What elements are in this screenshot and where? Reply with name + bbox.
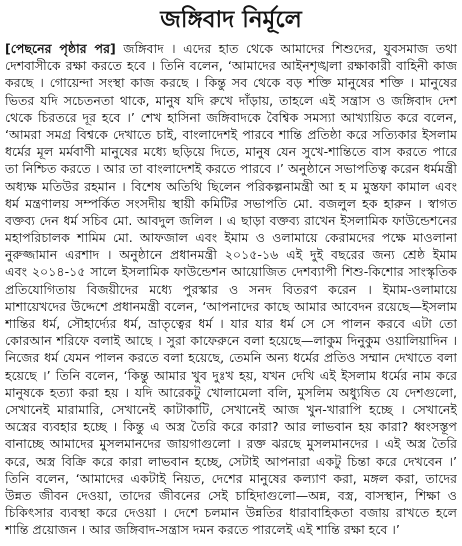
article-line-18: কোরআন শরিফে বলাই আছে । সুরা কাফেরুনে বলা হয়েছে—লাকুম দিনুকুম ওয়ালিয়াদিন ।	[5, 333, 457, 349]
continued-from-label: [পেছনের পৃষ্ঠার পর]	[5, 41, 116, 56]
article-line-15: প্রতিযোগিতায় বিজয়ীদের মধ্যে পুরস্কার ও সনদ বিতরণ করেন । ইমাম-ওলামায়ে	[5, 281, 457, 297]
article-line-19: নিজের ধর্ম যেমন পালন করতে বলা হয়েছে, তেমনি অন্য ধর্মের প্রতিও সম্মান দেখাতে বলা	[5, 350, 457, 366]
article-line-16: মাশায়েখদের উদ্দেশে প্রধানমন্ত্রী বলেন, ‘আপনাদের কাছে আমার আবেদন রয়েছে—ইসলাম	[5, 298, 457, 314]
article-line-14: এবং ২০১৪-১৫ সালে ইসলামিক ফাউন্ডেশন আয়োজিত দেশব্যাপী শিশু-কিশোর সাংস্কৃতিক	[5, 264, 457, 280]
article-headline: জঙ্গিবাদ নির্মূলে	[160, 7, 302, 33]
article-line-11: বক্তব্য দেন ধর্ম সচিব মো. আবদুল জলিল । এ ছাড়া বক্তব্য রাখেন ইসলামিক ফাউন্ডেশনের	[5, 212, 457, 228]
article-line-3: করছে । গোয়েন্দা সংস্থা কাজ করছে । কিন্তু সব থেকে বড় শক্তি মানুষের শক্তি । মানুষের	[5, 75, 457, 91]
article-line-5: থেকে চিরতরে দূর হবে ।’ শেখ হাসিনা জঙ্গিবাদকে বৈশ্বিক সমস্যা আখ্যায়িত করে বলেন,	[5, 109, 457, 125]
article-line-17: শান্তির ধর্ম, সৌহার্দ্যের ধর্ম, ভ্রাতৃত্বের ধর্ম । যার যার ধর্ম সে সে পালন করবে এটা তো	[5, 316, 457, 331]
article-line-9: অধ্যক্ষ মতিউর রহমান । বিশেষ অতিথি ছিলেন পরিকল্পনামন্ত্রী আ হ ম মুস্তফা কামাল এবং	[5, 178, 457, 194]
article-line-23: অস্ত্রের ব্যবহার হচ্ছে । কিন্তু এ অস্ত্র তৈরি করে কারা? আর লাভবান হয় কারা? ধ্বংসস্তূপ	[5, 419, 457, 435]
article-line-21: মানুষকে হত্যা করা হয় । যদি আরেকটু খোলামেলা বলি, মুসলিম অধ্যুষিত যে দেশগুলো,	[5, 384, 457, 400]
article-line-1	[5, 40, 457, 57]
article-line-12: মহাপরিচালক শামিম মো. আফজাল এবং ইমাম ও ওলামায়ে কেরামদের পক্ষে মাওলানা	[5, 230, 457, 246]
article-line-29: শান্তি প্রয়োজন । আর জঙ্গিবাদ-সন্ত্রাস দমন করতে পারলেই এই শান্তি রক্ষা হবে ।’	[5, 522, 400, 538]
article-line-6: ‘আমরা সমগ্র বিশ্বকে দেখাতে চাই, বাংলাদেশই পারবে শান্তি প্রতিষ্ঠা করে সত্যিকার ইসলাম	[5, 126, 457, 142]
article-line-28: চিকিৎসার ব্যবস্থা করে দেওয়া । দেশে চলমান উন্নতির ধারাবাহিকতা বজায় রাখতে হলে	[5, 505, 457, 521]
article-line-2: দেশবাসীকে রক্ষা করতে হবে । তিনি বলেন, ‘আমাদের আইনশৃঙ্খলা রক্ষাকারী বাহিনী কাজ	[5, 58, 457, 74]
article-line-26: তিনি বলেন, ‘আমাদের একটাই নিয়ত, দেশের মানুষের কল্যাণ করা, মঙ্গল করা, তাদের	[5, 470, 457, 486]
article-line-1-text: জঙ্গিবাদ । এদের হাত থেকে আমাদের শিশুদের, যুবসমাজ তথা	[123, 41, 457, 56]
article-line-27: উন্নত জীবন দেওয়া, তাদের জীবনের সেই চাহিদাগুলো—অন্ন, বস্ত্র, বাসস্থান, শিক্ষা ও	[5, 487, 457, 503]
article-line-22: সেখানেই মারামারি, সেখানেই কাটাকাটি, সেখানেই আজ খুন-খারাপি হচ্ছে । সেখানেই	[5, 401, 457, 417]
article-line-7: ধর্মের মূল মর্মবাণী মানুষের মধ্যে ছড়িয়ে দিতে, মানুষ যেন সুখে-শান্তিতে বাস করতে পারে	[5, 144, 457, 160]
article-line-13: নুরুজ্জামান এরশাদ । অনুষ্ঠানে প্রধানমন্ত্রী ২০১৫-১৬ এই দুই বছরের জন্য শ্রেষ্ঠ ইমাম	[5, 247, 457, 263]
article-line-20: হয়েছে ।’ তিনি বলেন, ‘কিন্তু আমার খুব দুঃখ হয়, যখন দেখি এই ইসলাম ধর্মের নাম করে	[5, 367, 457, 383]
article-line-10: ধর্ম মন্ত্রণালয় সম্পর্কিত সংসদীয় স্থায়ী কমিটির সভাপতি মো. বজলুল হক হারুন । স্বাগত	[5, 195, 457, 211]
article-line-24: বানাচ্ছে আমাদের মুসলমানদের জায়গাগুলো । রক্ত ঝরছে মুসলমানদের । এই অস্ত্র তৈরি	[5, 436, 457, 452]
article-line-25: করে, অস্ত্র বিক্রি করে কারা লাভবান হচ্ছে, সেটাই আপনারা একটু চিন্তা করে দেখবেন ।’	[5, 453, 457, 469]
article-line-4: ভিতর যদি সচেতনতা থাকে, মানুষ যদি রুখে দাঁড়ায়, তাহলে এই সন্ত্রাস ও জঙ্গিবাদ দেশ	[5, 92, 457, 108]
article-line-8: তা নিশ্চিত করতে । আর তা বাংলাদেশই করতে পারবে ।’ অনুষ্ঠানে সভাপতিত্ব করেন ধর্মমন্ত্রী	[5, 161, 457, 177]
article-body	[0, 40, 462, 538]
